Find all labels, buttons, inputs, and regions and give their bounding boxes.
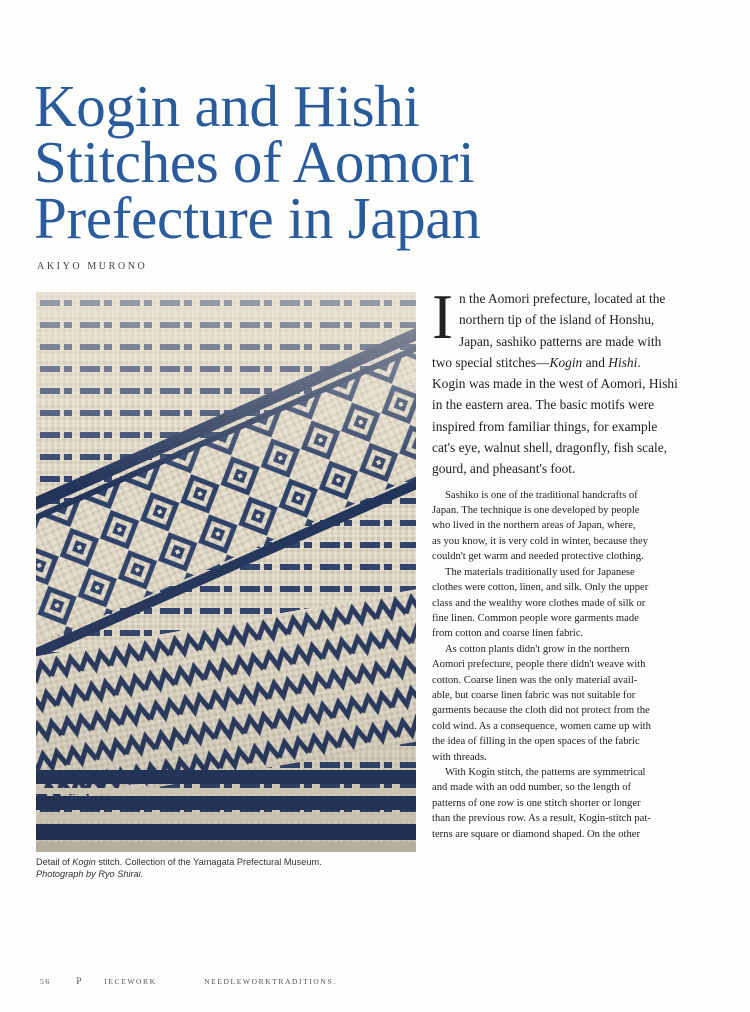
body-line: garments because the cloth did not protect from the [432, 705, 650, 717]
body-line: Japan. The technique is one developed by people [432, 505, 640, 517]
body-line: terns are square or diamond shaped. On the other [432, 828, 640, 840]
kogin-pattern-illustration [36, 292, 416, 852]
body-line: Sashiko is one of the traditional handcrafts of [445, 489, 638, 501]
photo-caption [36, 856, 416, 880]
body-line: The materials traditionally used for Japanese [445, 566, 635, 578]
body-paragraph [432, 488, 716, 565]
title-line: Kogin and Hishi [34, 73, 420, 139]
stitch-name-hishi: Hishi [608, 354, 638, 370]
body-paragraph [432, 565, 716, 642]
page-footer [40, 977, 359, 987]
article-title [34, 73, 714, 251]
body-line: With Kogin stitch, the patterns are symmetrical [445, 766, 646, 778]
body-paragraph [432, 642, 716, 765]
body-line: than the previous row. As a result, Kogin-stitch pat- [432, 813, 651, 825]
stitch-name-kogin: Kogin [549, 354, 583, 370]
magazine-name [76, 977, 178, 986]
body-line: As cotton plants didn't grow in the northern [445, 643, 630, 655]
body-line: class and the wealthy wore clothes made of silk or [432, 597, 646, 609]
lead-line: inspired from familiar things, for example [432, 418, 658, 434]
caption-text: stitch. Collection of the Yamagata Prefectural Museum. [95, 857, 322, 867]
body-line: the idea of filling in the open spaces of the fabric [432, 736, 640, 748]
photo-credit: Photograph by Ryo Shirai. [36, 869, 144, 879]
drop-cap: I [432, 282, 453, 352]
author-byline: AKIYO MURONO [37, 261, 148, 272]
kogin-stitch-photo [36, 292, 416, 852]
body-line: who lived in the northern areas of Japan, where, [432, 520, 636, 532]
body-line: and made with an odd number, so the length of [432, 782, 632, 794]
body-line: Aomori prefecture, people there didn't weave with [432, 659, 646, 671]
magazine-rest: IECEWORK [104, 977, 157, 986]
body-line: fine linen. Common people wore garments made [432, 612, 639, 624]
page-number: 56 [40, 977, 51, 986]
body-line: with threads. [432, 751, 487, 763]
body-paragraph [432, 765, 716, 842]
body-line: couldn't get warm and needed protective clothing. [432, 551, 644, 563]
body-line: clothes were cotton, linen, and silk. Only the upper [432, 582, 649, 594]
section-name: NEEDLEWORKTRADITIONS. [204, 977, 337, 986]
lead-text: two special stitches— [432, 354, 550, 370]
lead-line: northern tip of the island of Honshu, [458, 312, 655, 328]
lead-line: Kogin was made in the west of Aomori, Hishi [432, 376, 678, 392]
lead-line: in the eastern area. The basic motifs were [432, 397, 655, 413]
caption-emphasis: Kogin [72, 857, 96, 867]
article-body-column [432, 282, 716, 842]
body-line: as you know, it is very cold in winter, because they [432, 535, 649, 547]
lead-line: n the Aomori prefecture, located at the [458, 291, 666, 306]
lead-line [432, 352, 716, 373]
title-line: Prefecture in Japan [34, 185, 481, 251]
body-line: from cotton and coarse linen fabric. [432, 628, 584, 640]
title-line: Stitches of Aomori [34, 129, 475, 195]
body-line: cotton. Coarse linen was the only material avail- [432, 674, 638, 686]
lead-paragraph [432, 282, 716, 480]
lead-line: cat's eye, walnut shell, dragonfly, fish scale, [432, 440, 668, 456]
magazine-initial: P [76, 977, 83, 987]
lead-line: Japan, sashiko patterns are made with [458, 333, 662, 349]
body-line: patterns of one row is one stitch shorter or longer [432, 797, 641, 809]
lead-line: gourd, and pheasant's foot. [432, 461, 576, 477]
lead-text: . [637, 354, 641, 370]
caption-text: Detail of [36, 857, 73, 867]
body-line: cold wind. As a consequence, women came up with [432, 720, 651, 732]
body-line: able, but coarse linen fabric was not suitable for [432, 689, 636, 701]
lead-text: and [582, 354, 609, 370]
caption-line [36, 856, 416, 868]
